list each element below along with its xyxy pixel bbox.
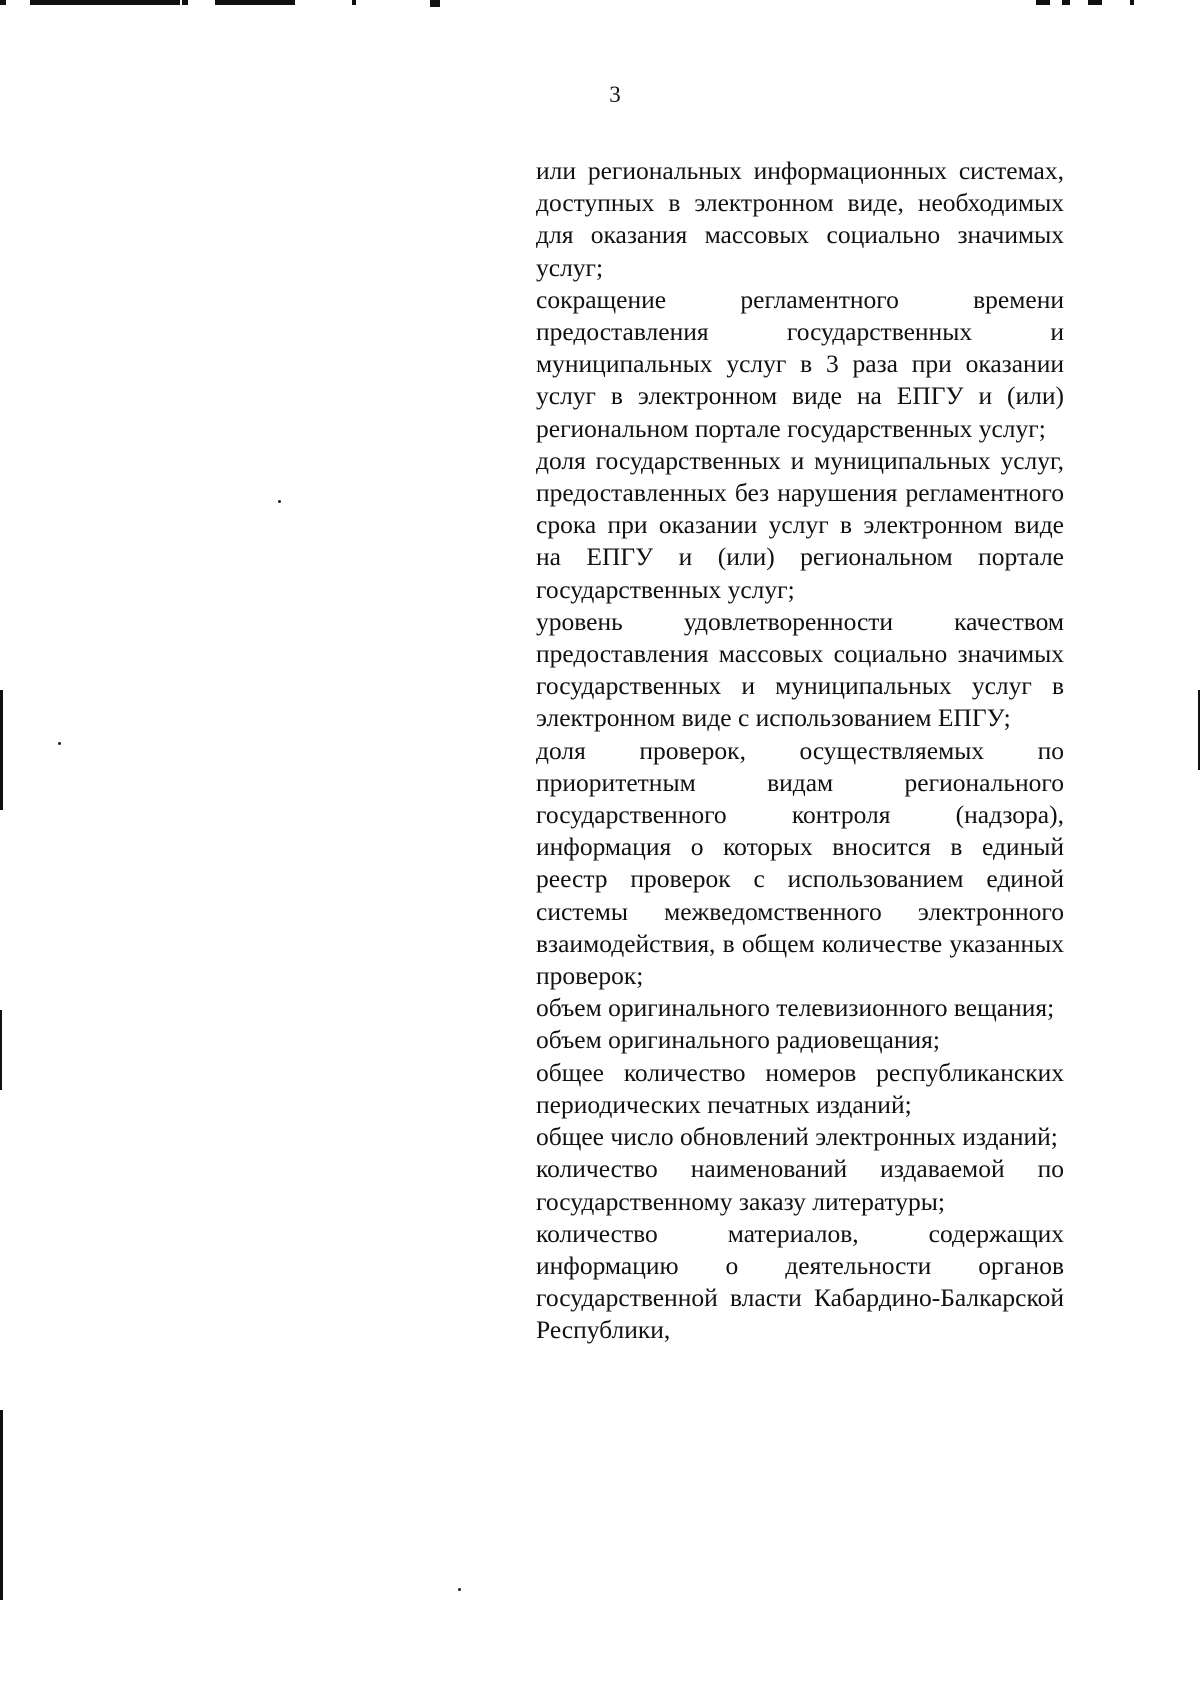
scan-speck: [278, 500, 281, 503]
scan-edge-artifact: [0, 0, 1200, 10]
paragraph: доля проверок, осуществляемых по приоритетным видам регионального государственного контроля (надзора), информация о которых вносится в единый реестр проверок с использованием единой системы межведомственного электронного взаимодействия, в общем количестве указанных проверок;: [536, 735, 1064, 991]
paragraph: или региональных информационных системах, доступных в электронном виде, необходимых для оказания массовых социально значимых услуг;: [536, 156, 1064, 282]
paragraph: количество наименований издаваемой по государственному заказу литературы;: [536, 1154, 1064, 1216]
scan-speck: [458, 1588, 461, 1591]
scan-edge-artifact: [0, 1010, 2, 1090]
paragraph: общее число обновлений электронных изданий;: [536, 1122, 1058, 1152]
paragraph: сокращение регламентного времени предоставления государственных и муниципальных услуг в 3 раза при оказании услуг в электронном виде на ЕПГУ и (или) региональном портале государственных услуг;: [536, 284, 1064, 443]
paragraph: объем оригинального радиовещания;: [536, 1025, 940, 1055]
body-text: [536, 155, 1064, 1347]
paragraph: уровень удовлетворенности качеством предоставления массовых социально значимых государственных и муниципальных услуг в электронном виде с использованием ЕПГУ;: [536, 606, 1064, 733]
paragraph: общее количество номеров республиканских периодических печатных изданий;: [536, 1057, 1064, 1119]
scan-edge-artifact: [0, 690, 3, 810]
paragraph: доля государственных и муниципальных услуг, предоставленных без нарушения регламентного срока при оказании услуг в электронном виде на ЕПГУ и (или) региональном портале государственных услуг;: [536, 445, 1064, 604]
scan-speck: [58, 742, 61, 745]
paragraph: количество материалов, содержащих информацию о деятельности органов государственной власти Кабардино-Балкарской Республики,: [536, 1218, 1064, 1345]
paragraph: объем оригинального телевизионного вещания;: [536, 993, 1055, 1023]
scan-edge-artifact: [0, 1410, 3, 1600]
page-number: 3: [609, 82, 621, 107]
